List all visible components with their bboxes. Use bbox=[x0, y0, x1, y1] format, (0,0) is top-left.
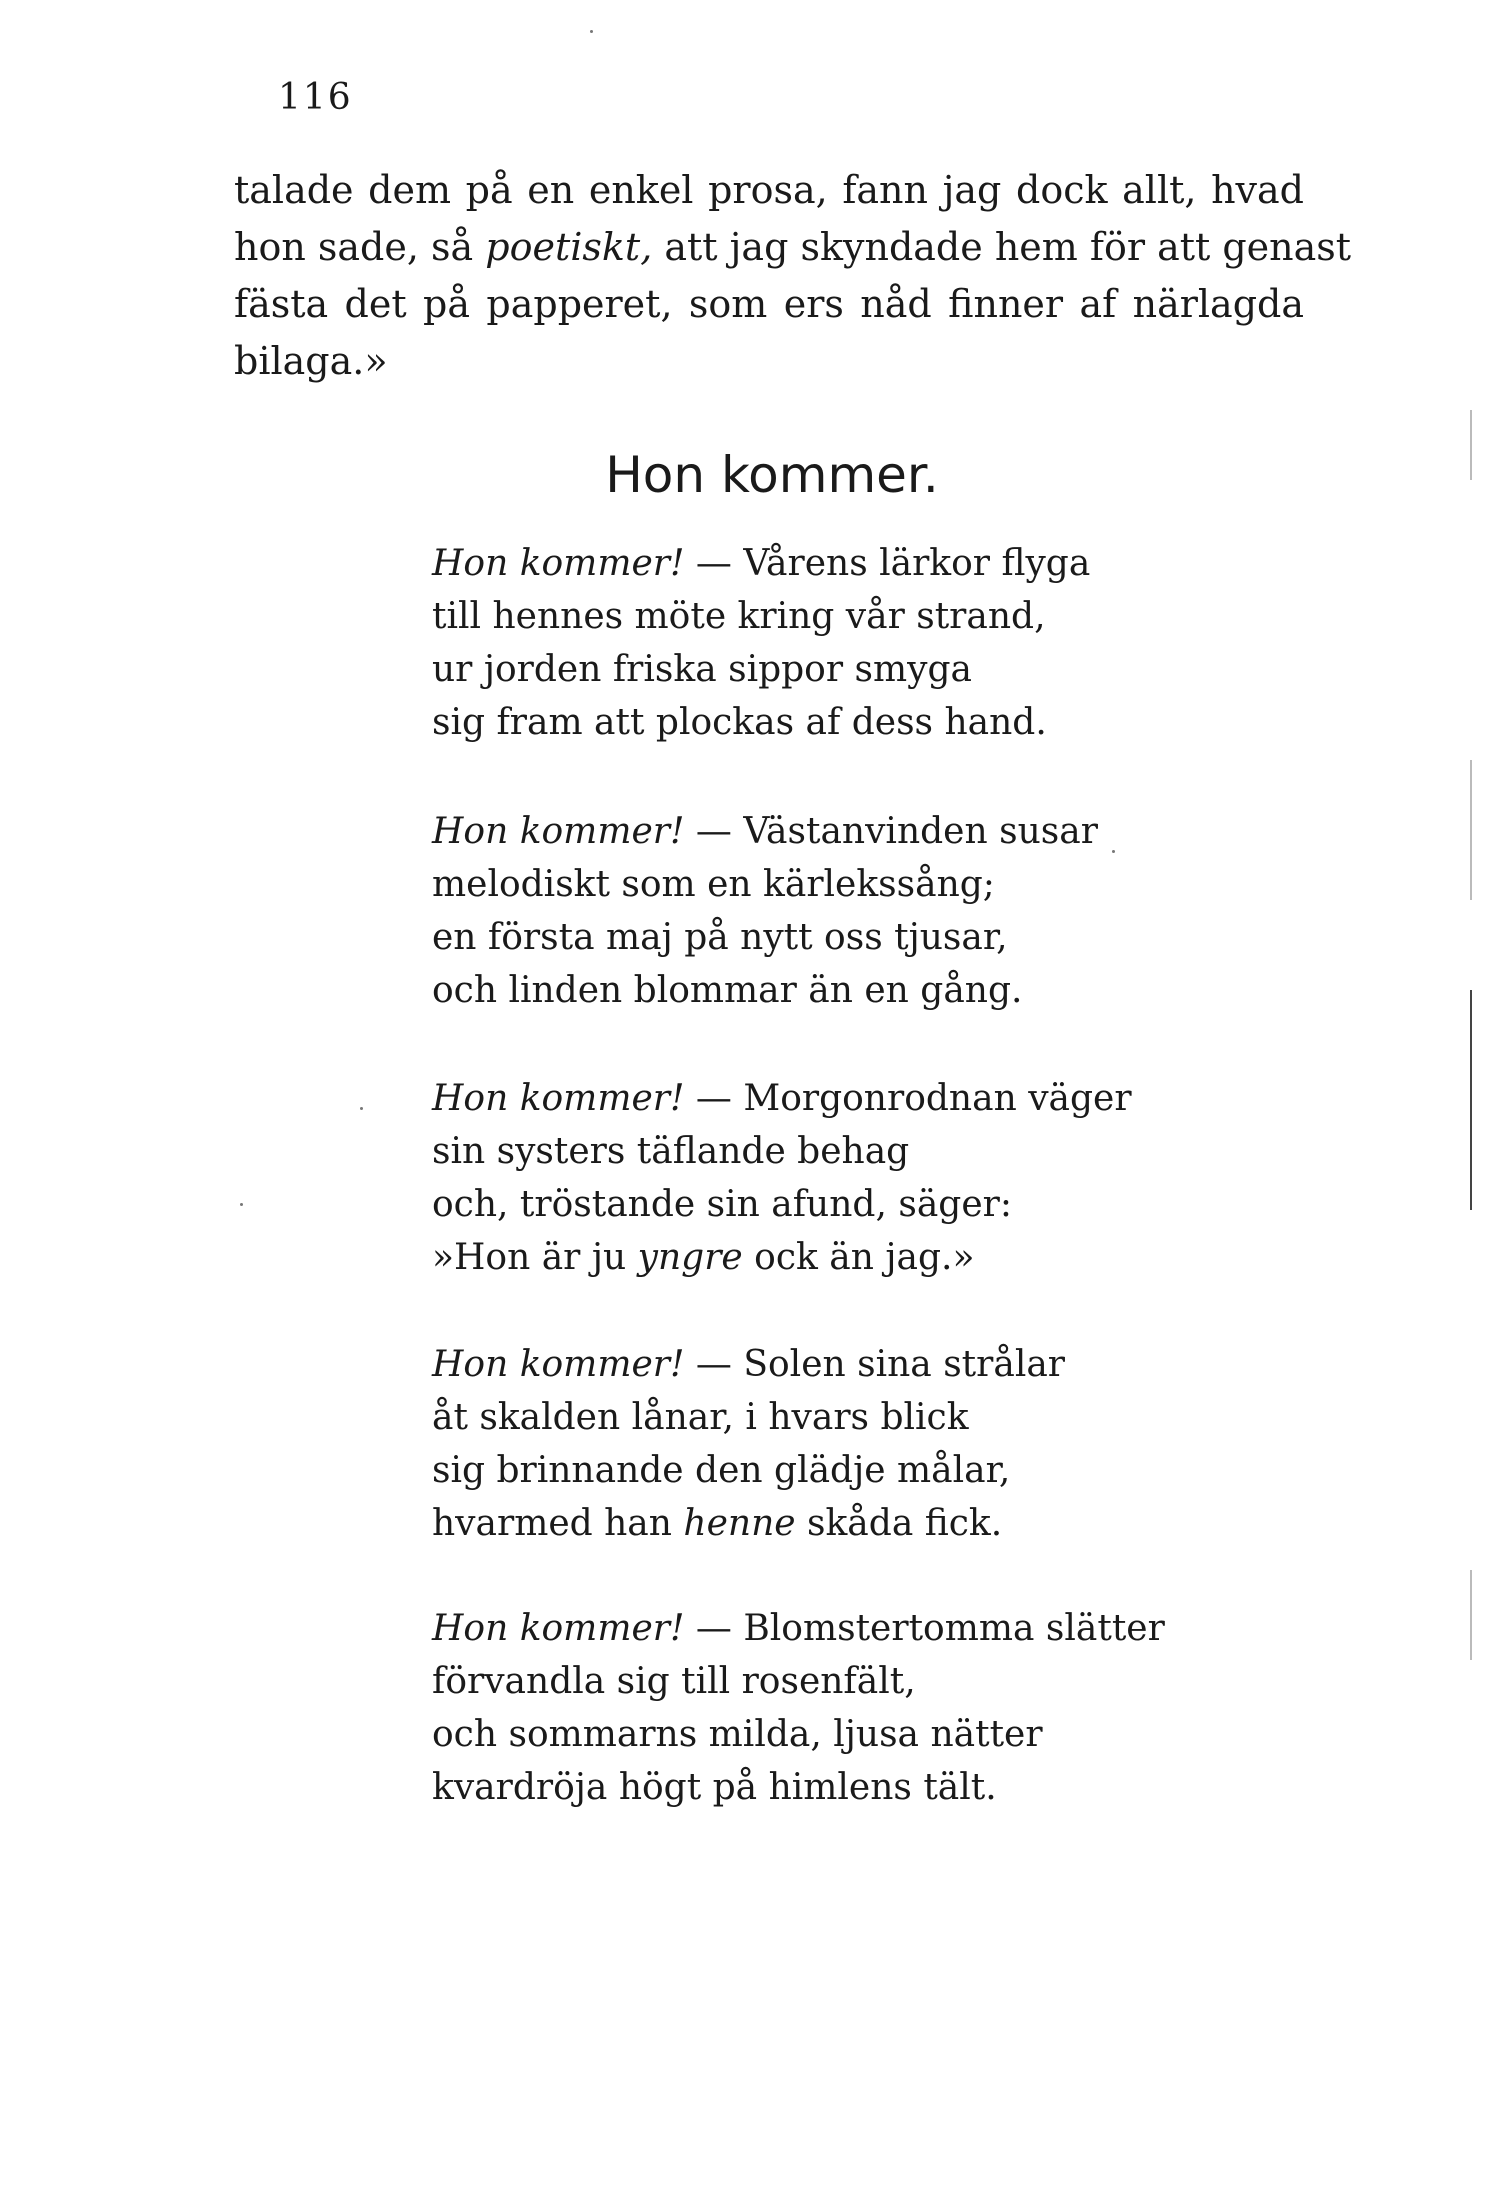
poem-line: Hon kommer! — Västanvinden susar bbox=[432, 811, 1098, 852]
scan-edge-mark bbox=[1470, 760, 1472, 900]
poem-line: sig brinnande den glädje målar, bbox=[432, 1450, 1011, 1491]
poem-line: sig fram att plockas af dess hand. bbox=[432, 702, 1047, 743]
page-number: 116 bbox=[278, 77, 353, 118]
poem-line: »Hon är ju yngre ock än jag.» bbox=[432, 1237, 975, 1278]
scan-edge-mark bbox=[1470, 990, 1472, 1210]
emphasis-text: poetiskt, bbox=[485, 225, 653, 269]
poem-line: och, tröstande sin afund, säger: bbox=[432, 1184, 1012, 1225]
poem-stanza bbox=[432, 1338, 1065, 1550]
poem-line: melodiskt som en kärlekssång; bbox=[432, 864, 995, 905]
scan-edge-mark bbox=[1470, 1570, 1472, 1660]
prose-line: fästa det på papperet, som ers nåd finner af närlagda bbox=[234, 282, 1304, 326]
poem-line: ur jorden friska sippor smyga bbox=[432, 649, 972, 690]
poem-line: förvandla sig till rosenfält, bbox=[432, 1661, 916, 1702]
poem-line: Hon kommer! — Blomstertomma slätter bbox=[432, 1608, 1165, 1649]
scan-edge-mark bbox=[1470, 410, 1472, 480]
scan-speck bbox=[590, 30, 593, 33]
poem-line: Hon kommer! — Vårens lärkor flyga bbox=[432, 543, 1091, 584]
poem-line: och sommarns milda, ljusa nätter bbox=[432, 1714, 1043, 1755]
scan-speck bbox=[360, 1107, 363, 1110]
prose-line: hon sade, så poetiskt, att jag skyndade hem för att genast bbox=[234, 225, 1352, 269]
poem-line: Hon kommer! — Solen sina strålar bbox=[432, 1344, 1066, 1385]
poem-title: Hon kommer. bbox=[605, 446, 939, 504]
prose-line: bilaga.» bbox=[234, 339, 388, 383]
scan-speck bbox=[240, 1203, 243, 1206]
poem-line: en första maj på nytt oss tjusar, bbox=[432, 917, 1008, 958]
poem-stanza bbox=[432, 805, 1098, 1017]
poem-line: till hennes möte kring vår strand, bbox=[432, 596, 1046, 637]
poem-line: kvardröja högt på himlens tält. bbox=[432, 1767, 997, 1808]
poem-line: Hon kommer! — Morgonrodnan väger bbox=[432, 1078, 1132, 1119]
poem-stanza bbox=[432, 1602, 1165, 1814]
poem-line: sin systers täflande behag bbox=[432, 1131, 910, 1172]
poem-stanza bbox=[432, 1072, 1132, 1284]
poem-line: hvarmed han henne skåda fick. bbox=[432, 1503, 1003, 1544]
poem-line: och linden blommar än en gång. bbox=[432, 970, 1023, 1011]
prose-line: talade dem på en enkel prosa, fann jag dock allt, hvad bbox=[234, 168, 1304, 212]
poem-stanza bbox=[432, 537, 1090, 749]
scan-speck bbox=[1112, 850, 1115, 853]
prose-paragraph bbox=[234, 162, 1352, 390]
poem-line: åt skalden lånar, i hvars blick bbox=[432, 1397, 969, 1438]
